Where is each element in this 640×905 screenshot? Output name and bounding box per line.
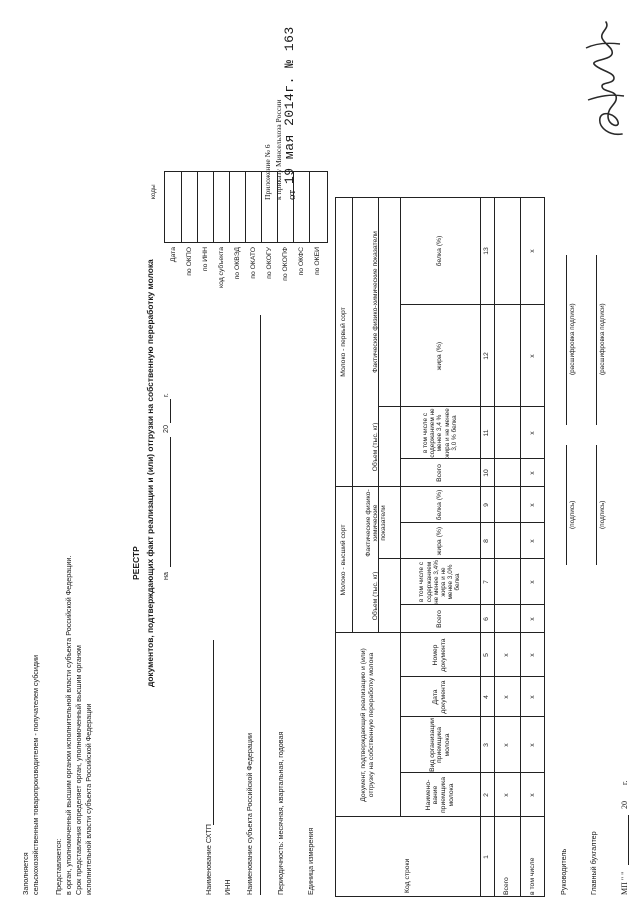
col-num-1: 1 xyxy=(483,855,491,859)
table-cell[interactable]: х xyxy=(528,539,536,543)
head-decode-caption: (расшифровка подписи) xyxy=(569,303,576,375)
code-label-okfs: по ОКФС xyxy=(298,247,305,276)
document-group-header: Документ, подтверждающий реализацию и (или) отгрузку на собственную переработку молока xyxy=(360,648,375,802)
org-name-line[interactable] xyxy=(213,640,214,825)
table-cell[interactable] xyxy=(494,487,520,523)
date-line[interactable] xyxy=(170,437,171,567)
table-cell[interactable]: х xyxy=(528,503,536,507)
receiver-type-header: Вид организации приемщика молока xyxy=(428,718,451,772)
date-year: 20 xyxy=(161,425,170,433)
codes-box xyxy=(164,171,328,243)
head-decode-line[interactable] xyxy=(566,255,567,425)
table-cell[interactable]: х xyxy=(503,793,511,797)
code-label-okopf: по ОКОПФ xyxy=(282,247,289,281)
table-cell[interactable] xyxy=(494,459,520,487)
col-num-11: 11 xyxy=(483,429,491,437)
table-cell[interactable]: х xyxy=(503,743,511,747)
region-line[interactable] xyxy=(260,315,261,895)
first-fat-header: жира (%) xyxy=(436,341,444,371)
premium-physchem-header: Фактические физико-химические показатели xyxy=(364,489,387,557)
accountant-decode-caption: (расшифровка подписи) xyxy=(599,303,606,375)
submitted-label: Представляется: xyxy=(54,838,63,895)
fill-by-who: сельскохозяйственным товаропроизводителем - получателем субсидии xyxy=(31,654,40,895)
premium-fat-header: жира (%) xyxy=(436,526,444,556)
code-label-okved: по ОКВЭД xyxy=(234,247,241,280)
register-title: РЕЕСТР xyxy=(131,546,141,580)
accountant-sign-line[interactable] xyxy=(596,445,597,565)
col-num-12: 12 xyxy=(483,352,491,360)
table-cell[interactable]: х xyxy=(528,653,536,657)
org-name-label: Наименование СХТП xyxy=(204,824,213,895)
table-cell[interactable] xyxy=(494,407,520,459)
table-cell[interactable]: х xyxy=(528,580,536,584)
first-volume-header: Объем (тыс. кг) xyxy=(372,422,380,472)
stamp-date-line[interactable] xyxy=(628,815,629,865)
col-num-6: 6 xyxy=(483,617,491,621)
premium-protein-header: белка (%) xyxy=(436,489,444,521)
accountant-label: Главный бухгалтер xyxy=(589,831,598,895)
table-cell[interactable] xyxy=(494,197,520,305)
code-row-header: Код строки xyxy=(403,858,411,893)
premium-grade-header: Молоко - высший сорт xyxy=(339,524,347,596)
handwritten-signature xyxy=(580,10,635,140)
first-grade-header: Молоко - первый сорт xyxy=(339,307,347,377)
premium-incl-header: в том числе с содержанием не менее 3,4% жира и не менее 3,0% белка xyxy=(418,560,462,604)
deadline-text: Срок представления определяет орган, уполномоченный высшим органом xyxy=(74,645,83,895)
accountant-decode-line[interactable] xyxy=(596,255,597,425)
first-physchem-header: Фактические физико-химические показатели xyxy=(372,231,380,373)
table-cell[interactable]: х xyxy=(528,695,536,699)
doc-number-header: Номер документа xyxy=(432,638,447,672)
head-label: Руководитель xyxy=(559,848,568,895)
stamp-year-suffix: г. xyxy=(620,780,629,785)
appendix-date: 19 мая 2014г. № 163 xyxy=(282,26,297,184)
table-cell[interactable]: х xyxy=(528,743,536,747)
head-sign-caption: (подпись) xyxy=(569,500,576,529)
code-label-okato: по ОКАТО xyxy=(250,247,257,279)
first-protein-header: белка (%) xyxy=(436,235,444,267)
first-incl-header: в том числе с содержанием не менее 3,4 % жира и не менее 3,0 % белка xyxy=(422,408,458,458)
col-num-2: 2 xyxy=(483,793,491,797)
code-label-inn: по ИНН xyxy=(202,247,209,272)
appendix-number: Приложение № 6 xyxy=(263,144,272,200)
code-label-okei: по ОКЕИ xyxy=(314,247,321,276)
row-total-label: Всего xyxy=(503,877,511,895)
table-cell[interactable]: х xyxy=(503,653,511,657)
inn-label: ИНН xyxy=(223,879,232,895)
date-year-suffix: г. xyxy=(161,393,170,397)
table-cell[interactable] xyxy=(494,523,520,559)
code-label-okogu: по ОКОГУ xyxy=(266,247,273,279)
register-subtitle: документов, подтверждающих факт реализации и (или) отгрузки на собственную переработку молока xyxy=(145,259,155,687)
col-num-9: 9 xyxy=(483,503,491,507)
premium-total-header: Всего xyxy=(436,610,444,628)
table-cell[interactable]: х xyxy=(528,431,536,435)
date-on-label: на xyxy=(161,572,170,580)
submitted-to: в орган, уполномоченный высшим органом исполнительной власти субъекта Российской Федерации. xyxy=(64,555,73,895)
code-label-okpo: по ОКПО xyxy=(186,247,193,276)
periodicity-label: Периодичность: месячная, квартальная, годовая xyxy=(276,731,285,895)
appendix-date-prefix: от xyxy=(286,189,298,200)
region-label: Наименование субъекта Российской Федерации xyxy=(245,732,254,895)
code-label-region: код субъекта xyxy=(218,247,225,288)
col-num-4: 4 xyxy=(483,695,491,699)
appendix-order: к приказу Минсельхоза России xyxy=(274,99,283,200)
col-num-7: 7 xyxy=(483,580,491,584)
table-cell[interactable]: х xyxy=(528,471,536,475)
unit-label: Единица измерения xyxy=(306,827,315,895)
receiver-name-header: Наимено-вание приемщика молока xyxy=(424,777,455,814)
col-num-5: 5 xyxy=(483,653,491,657)
first-total-header: Всего xyxy=(436,464,444,482)
premium-volume-header: Объем (тыс. кг) xyxy=(372,571,380,621)
table-cell[interactable] xyxy=(494,605,520,633)
stamp-year: 20 xyxy=(620,801,629,809)
table-cell[interactable]: х xyxy=(528,249,536,253)
deadline-text-2: исполнительной власти субъекта Российской Федерации xyxy=(84,703,93,895)
col-num-13: 13 xyxy=(483,247,491,255)
code-label-date: Дата xyxy=(170,247,177,263)
row-including-label: в том числе xyxy=(528,857,536,895)
table-cell[interactable] xyxy=(494,559,520,605)
col-num-3: 3 xyxy=(483,743,491,747)
table-cell[interactable]: х xyxy=(528,354,536,358)
fill-by-label: Заполняется xyxy=(21,852,30,895)
head-sign-line[interactable] xyxy=(566,445,567,565)
year-line[interactable] xyxy=(170,399,171,423)
doc-date-header: Дата документа xyxy=(432,680,447,714)
col-num-8: 8 xyxy=(483,539,491,543)
stamp-date-label: МП " " xyxy=(620,871,629,895)
codes-heading: коды xyxy=(150,184,157,199)
accountant-sign-caption: (подпись) xyxy=(599,500,606,529)
table-cell[interactable] xyxy=(494,305,520,407)
col-num-10: 10 xyxy=(483,469,491,477)
table-cell[interactable]: х xyxy=(503,695,511,699)
table-cell[interactable]: х xyxy=(528,617,536,621)
table-cell[interactable]: х xyxy=(528,793,536,797)
